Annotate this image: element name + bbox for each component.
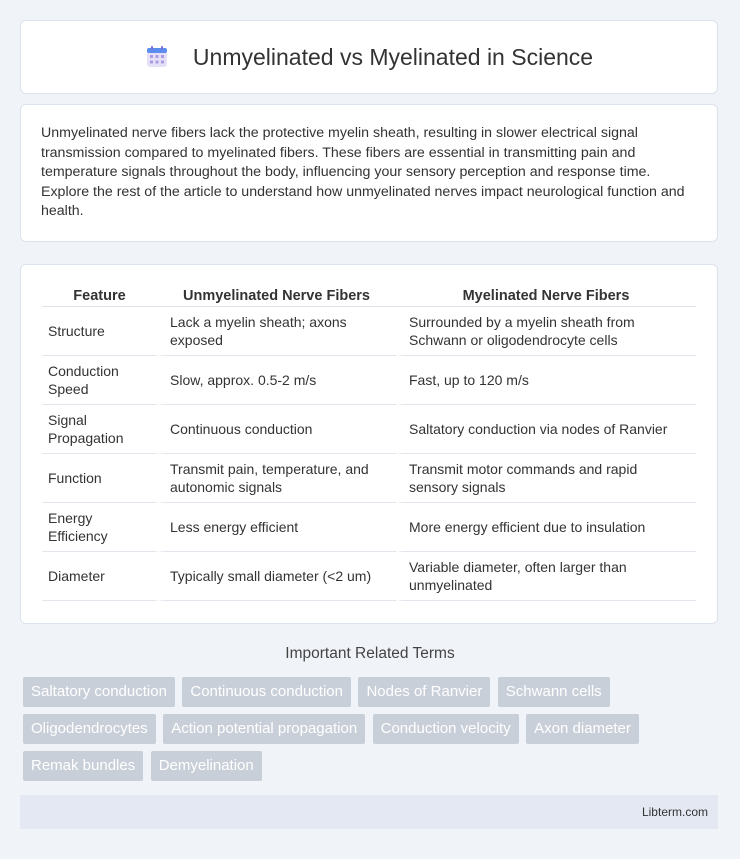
myelinated-cell: Transmit motor commands and rapid sensory signals <box>396 454 696 503</box>
header-feature: Feature <box>42 285 157 307</box>
myelinated-cell: More energy efficient due to insulation <box>396 503 696 552</box>
tag-saltatory-conduction[interactable]: Saltatory conduction <box>23 677 175 707</box>
intro-card <box>20 104 718 242</box>
tag-schwann-cells[interactable]: Schwann cells <box>498 677 610 707</box>
feature-cell: Energy Efficiency <box>42 503 157 552</box>
table-row <box>42 356 696 405</box>
table-row <box>42 454 696 503</box>
myelinated-cell: Variable diameter, often larger than unmyelinated <box>396 552 696 601</box>
feature-cell: Signal Propagation <box>42 405 157 454</box>
table-row <box>42 552 696 601</box>
feature-cell: Function <box>42 454 157 503</box>
header-card <box>20 20 718 94</box>
myelinated-cell: Fast, up to 120 m/s <box>396 356 696 405</box>
comparison-card <box>20 264 718 624</box>
unmyelinated-cell: Typically small diameter (<2 um) <box>157 552 396 601</box>
feature-cell: Structure <box>42 307 157 356</box>
intro-text: Unmyelinated nerve fibers lack the protective myelin sheath, resulting in slower electrical signal transmission compared to myelinated fibers. These fibers are essential in transmitting pain and temperature signals throughout the body, influencing your sensory perception and response time. Explore the rest of the article to understand how unmyelinated nerves impact neurological function and health. <box>41 125 685 219</box>
feature-cell: Conduction Speed <box>42 356 157 405</box>
tag-oligodendrocytes[interactable]: Oligodendrocytes <box>23 714 156 744</box>
table-row <box>42 307 696 356</box>
tag-remak-bundles[interactable]: Remak bundles <box>23 751 143 781</box>
related-terms-list <box>23 677 723 788</box>
table-header-row <box>42 285 696 307</box>
unmyelinated-cell: Slow, approx. 0.5-2 m/s <box>157 356 396 405</box>
calendar-icon <box>145 45 169 69</box>
comparison-table <box>42 285 696 601</box>
related-terms-title: Important Related Terms <box>285 645 455 662</box>
unmyelinated-cell: Less energy efficient <box>157 503 396 552</box>
header-myelinated: Myelinated Nerve Fibers <box>396 285 696 307</box>
myelinated-cell: Saltatory conduction via nodes of Ranvier <box>396 405 696 454</box>
tag-action-potential-propagation[interactable]: Action potential propagation <box>163 714 365 744</box>
tag-conduction-velocity[interactable]: Conduction velocity <box>373 714 519 744</box>
table-row <box>42 503 696 552</box>
header-unmyelinated: Unmyelinated Nerve Fibers <box>157 285 396 307</box>
tag-continuous-conduction[interactable]: Continuous conduction <box>182 677 351 707</box>
tag-demyelination[interactable]: Demyelination <box>151 751 262 781</box>
page-title: Unmyelinated vs Myelinated in Science <box>192 43 594 70</box>
table-row <box>42 405 696 454</box>
feature-cell: Diameter <box>42 552 157 601</box>
unmyelinated-cell: Transmit pain, temperature, and autonomic signals <box>157 454 396 503</box>
tag-axon-diameter[interactable]: Axon diameter <box>526 714 639 744</box>
footer <box>20 795 718 829</box>
unmyelinated-cell: Lack a myelin sheath; axons exposed <box>157 307 396 356</box>
footer-brand-link[interactable]: Libterm.com <box>641 805 708 819</box>
tag-nodes-of-ranvier[interactable]: Nodes of Ranvier <box>358 677 490 707</box>
myelinated-cell: Surrounded by a myelin sheath from Schwann or oligodendrocyte cells <box>396 307 696 356</box>
unmyelinated-cell: Continuous conduction <box>157 405 396 454</box>
